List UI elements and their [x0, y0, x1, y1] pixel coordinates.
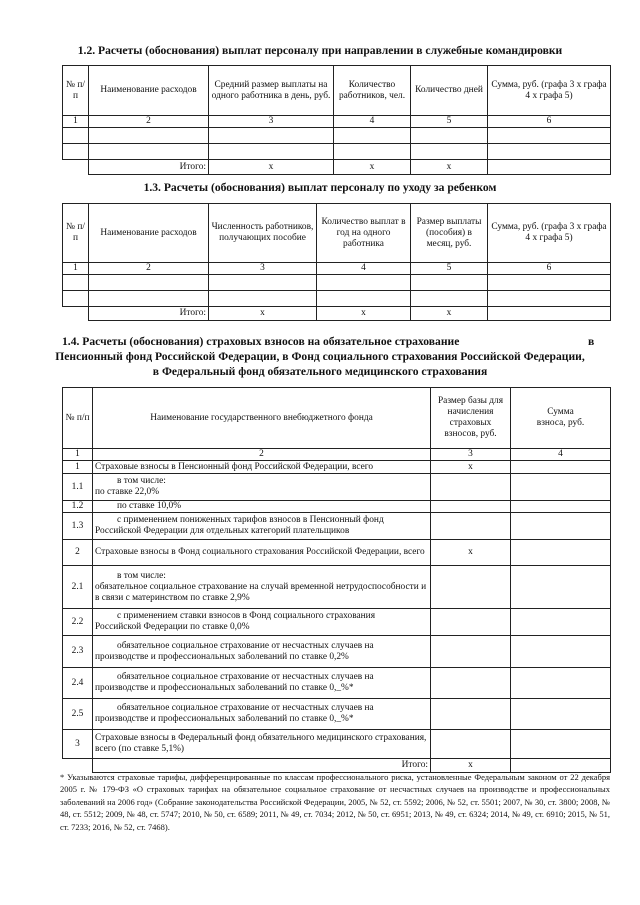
- section-1-3-table: [62, 203, 611, 321]
- empty-cell[interactable]: [209, 144, 334, 160]
- total-label: Итого:: [89, 160, 209, 175]
- table-row: [63, 668, 611, 699]
- table-row: [63, 461, 611, 474]
- total-sum-cell[interactable]: [488, 160, 611, 175]
- column-number: 2: [89, 116, 209, 128]
- empty-cell[interactable]: [488, 144, 611, 160]
- table-row: [63, 636, 611, 668]
- empty-cell[interactable]: [63, 291, 89, 307]
- column-number-row: [63, 116, 611, 128]
- empty-row: [63, 144, 611, 160]
- empty-cell[interactable]: [411, 291, 488, 307]
- table-row: [63, 501, 611, 513]
- header-cell: Наименование расходов: [89, 66, 209, 116]
- column-number: 3: [209, 263, 317, 275]
- total-label: Итого:: [89, 307, 209, 321]
- sum-cell[interactable]: [511, 501, 611, 513]
- fund-name-indent: по ставке 10,0%: [117, 501, 182, 511]
- empty-cell[interactable]: [411, 275, 488, 291]
- header-cell: Наименование государственного внебюджетного фонда: [93, 388, 431, 449]
- table-row: [63, 566, 611, 609]
- fund-name-text: производстве и профессиональных заболеваний по ставке 0,_%*: [95, 683, 354, 693]
- fund-name-text: производстве и профессиональных заболеваний по ставке 0,_%*: [95, 714, 354, 724]
- row-number: 2.3: [63, 636, 93, 668]
- sum-cell[interactable]: [511, 566, 611, 609]
- header-cell: Количество выплат в год на одного работника: [317, 204, 411, 263]
- section-1-3-title: 1.3. Расчеты (обоснования) выплат персоналу по уходу за ребенком: [143, 181, 497, 194]
- row-number: 1: [63, 461, 93, 474]
- fund-name: [93, 513, 431, 540]
- column-number: 6: [488, 116, 611, 128]
- row-number: 1.1: [63, 474, 93, 501]
- table-header-row: [63, 66, 611, 116]
- table-row: [63, 540, 611, 566]
- column-number: 3: [431, 449, 511, 461]
- column-number: 4: [334, 116, 411, 128]
- empty-cell[interactable]: [334, 144, 411, 160]
- fund-name: [93, 566, 431, 609]
- table-row: [63, 474, 611, 501]
- empty-cell[interactable]: [334, 128, 411, 144]
- empty-cell[interactable]: [89, 128, 209, 144]
- column-number: 6: [488, 263, 611, 275]
- fund-name: [93, 474, 431, 501]
- total-row: [63, 307, 611, 321]
- table-row: [63, 699, 611, 730]
- empty-row: [63, 291, 611, 307]
- total-cell: х: [317, 307, 411, 321]
- base-cell[interactable]: [431, 609, 511, 636]
- table-row: [63, 609, 611, 636]
- section-1-4-title-line2: Пенсионный фонд Российской Федерации, в Фонд социального страхования Российской Федерации,: [55, 350, 585, 363]
- sum-cell[interactable]: [511, 668, 611, 699]
- fund-name-text: Российской Федерации для отдельных категорий плательщиков: [95, 526, 350, 536]
- total-base-cell: х: [431, 759, 511, 773]
- empty-cell[interactable]: [317, 275, 411, 291]
- sum-cell[interactable]: [511, 513, 611, 540]
- column-number-row: [63, 263, 611, 275]
- sum-cell[interactable]: [511, 461, 611, 474]
- fund-name-indent: с применением пониженных тарифов взносов в Пенсионный фонд: [117, 515, 384, 525]
- row-number: 2.4: [63, 668, 93, 699]
- fund-name: Страховые взносы в Фонд социального страхования Российской Федерации, всего: [93, 540, 431, 566]
- header-cell: № п/п: [63, 66, 89, 116]
- table-row: [63, 513, 611, 540]
- empty-cell[interactable]: [63, 275, 89, 291]
- sum-cell[interactable]: [511, 609, 611, 636]
- header-cell: Сумма, руб. (графа 3 х графа 4 х графа 5): [488, 66, 611, 116]
- section-1-4-table: [62, 387, 611, 773]
- fund-name: [93, 699, 431, 730]
- header-cell: Средний размер выплаты на одного работника в день, руб.: [209, 66, 334, 116]
- empty-row: [63, 275, 611, 291]
- empty-cell[interactable]: [89, 291, 209, 307]
- total-row: [63, 160, 611, 175]
- header-cell: Сумма взноса, руб.: [511, 388, 611, 449]
- base-cell[interactable]: [431, 636, 511, 668]
- empty-cell[interactable]: [317, 291, 411, 307]
- base-cell[interactable]: [431, 501, 511, 513]
- empty-row: [63, 128, 611, 144]
- fund-name: [93, 636, 431, 668]
- row-number: 2.1: [63, 566, 93, 609]
- header-cell: Сумма, руб. (графа 3 х графа 4 х графа 5): [488, 204, 611, 263]
- row-number: 3: [63, 730, 93, 759]
- footnote: * Указываются страховые тарифы, дифференцированные по классам профессионального риска, установленные Федеральным законом от 22 декабря 2005 г. № 179-ФЗ «О страховых тарифах на обязательное социальное страхование от несчастных случаев на производстве и профессиональных заболеваний на 2006 год» (Собрание законодательства Российской Федерации, 2005, № 52, ст. 5592; 2006, № 52, ст. 5501; 2007, № 30, ст. 3800; 2008, № 48, ст. 5512; 2009, № 48, ст. 5747; 2010, № 50, ст. 6589; 2011, № 49, ст. 7034; 2012, № 50, ст. 6951; 2013, № 49, ст. 6324; 2014, № 49, ст. 6910; 2015, № 51, ст. 7233; 2016, № 52, ст. 7468).: [60, 772, 610, 832]
- sum-cell[interactable]: [511, 474, 611, 501]
- header-cell: Размер базы для начисления страховых взносов, руб.: [431, 388, 511, 449]
- base-cell[interactable]: [431, 668, 511, 699]
- fund-name-text: обязательное социальное страхование на случай временной нетрудоспособности и в связи с материнством по ставке 2,9%: [95, 581, 427, 603]
- fund-name-indent: обязательное социальное страхование от несчастных случаев на: [117, 703, 374, 713]
- row-number: 2: [63, 540, 93, 566]
- header-cell: Численность работников, получающих пособие: [209, 204, 317, 263]
- column-number: 2: [89, 263, 209, 275]
- fund-name-indent: в том числе:: [117, 570, 166, 581]
- sum-cell[interactable]: [511, 699, 611, 730]
- empty-cell[interactable]: [63, 144, 89, 160]
- section-1-4-title-line1: 1.4. Расчеты (обоснования) страховых взносов на обязательное страхование: [62, 335, 460, 348]
- base-cell: х: [431, 461, 511, 474]
- fund-name-indent: обязательное социальное страхование от несчастных случаев на: [117, 672, 374, 682]
- table-header-row: [63, 388, 611, 449]
- fund-name: [93, 668, 431, 699]
- empty-cell[interactable]: [488, 275, 611, 291]
- fund-name: Страховые взносы в Пенсионный фонд Российской Федерации, всего: [93, 461, 431, 474]
- table-row: [63, 730, 611, 759]
- empty-cell[interactable]: [411, 144, 488, 160]
- column-number: 3: [209, 116, 334, 128]
- fund-name: Страховые взносы в Федеральный фонд обязательного медицинского страхования, всего (по ставке 5,1%): [93, 730, 431, 759]
- column-number-row: [63, 449, 611, 461]
- total-cell: х: [334, 160, 411, 175]
- empty-cell: [63, 160, 89, 175]
- base-cell[interactable]: [431, 699, 511, 730]
- empty-cell[interactable]: [209, 128, 334, 144]
- column-number: 2: [93, 449, 431, 461]
- column-number: 4: [317, 263, 411, 275]
- column-number: 5: [411, 116, 488, 128]
- base-cell[interactable]: [431, 474, 511, 501]
- base-cell[interactable]: [431, 513, 511, 540]
- fund-name: [93, 609, 431, 636]
- fund-name-indent: обязательное социальное страхование от несчастных случаев на: [117, 640, 374, 651]
- fund-name: [93, 501, 431, 513]
- empty-cell[interactable]: [209, 291, 317, 307]
- base-cell[interactable]: [431, 566, 511, 609]
- sum-cell[interactable]: [511, 540, 611, 566]
- header-cell: Количество дней: [411, 66, 488, 116]
- empty-cell[interactable]: [488, 291, 611, 307]
- empty-cell[interactable]: [411, 128, 488, 144]
- row-number: 1.2: [63, 501, 93, 513]
- column-number: 1: [63, 449, 93, 461]
- fund-name-text: Российской Федерации по ставке 0,0%: [95, 622, 250, 632]
- header-cell: Размер выплаты (пособия) в месяц, руб.: [411, 204, 488, 263]
- row-number: 2.2: [63, 609, 93, 636]
- table-header-row: [63, 204, 611, 263]
- header-cell: № п/п: [63, 388, 93, 449]
- fund-name-indent: в том числе:: [117, 476, 166, 486]
- total-sum-cell[interactable]: [488, 307, 611, 321]
- sum-cell[interactable]: [511, 730, 611, 759]
- total-label: Итого:: [93, 759, 431, 773]
- fund-name-text: производстве и профессиональных заболеваний по ставке 0,2%: [95, 651, 349, 662]
- empty-cell[interactable]: [209, 275, 317, 291]
- column-number: 1: [63, 116, 89, 128]
- fund-name-indent: с применением ставки взносов в Фонд социального страхования: [117, 611, 376, 621]
- empty-cell: [63, 307, 89, 321]
- empty-cell[interactable]: [488, 128, 611, 144]
- section-1-4-title-v: в: [588, 335, 595, 348]
- row-number: 1.3: [63, 513, 93, 540]
- header-cell: № п/п: [63, 204, 89, 263]
- header-cell: Количество работников, чел.: [334, 66, 411, 116]
- sum-cell[interactable]: [511, 636, 611, 668]
- section-1-4-title-line3: в Федеральный фонд обязательного медицинского страхования: [152, 365, 488, 378]
- empty-cell[interactable]: [89, 144, 209, 160]
- fund-name-text: по ставке 22,0%: [95, 487, 160, 497]
- column-number: 5: [411, 263, 488, 275]
- empty-cell[interactable]: [63, 128, 89, 144]
- total-cell: х: [209, 307, 317, 321]
- total-cell: х: [411, 160, 488, 175]
- column-number: 1: [63, 263, 89, 275]
- section-1-2-table: [62, 65, 611, 175]
- header-cell: Наименование расходов: [89, 204, 209, 263]
- total-cell: х: [209, 160, 334, 175]
- section-1-2-title: 1.2. Расчеты (обоснования) выплат персоналу при направлении в служебные командировки: [77, 44, 563, 57]
- base-cell[interactable]: [431, 730, 511, 759]
- column-number: 4: [511, 449, 611, 461]
- row-number: 2.5: [63, 699, 93, 730]
- base-cell: х: [431, 540, 511, 566]
- total-cell: х: [411, 307, 488, 321]
- empty-cell[interactable]: [89, 275, 209, 291]
